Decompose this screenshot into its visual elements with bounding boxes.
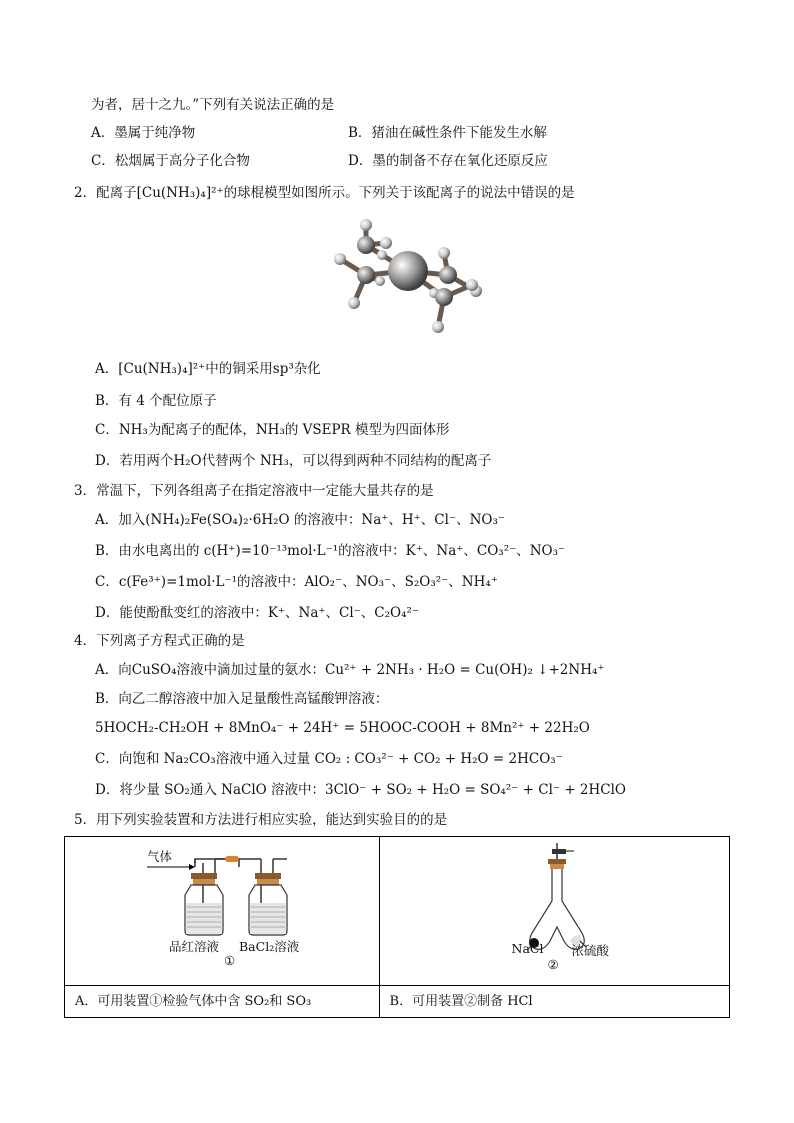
apparatus-table [64,836,730,1018]
concentrated-sulfuric-acid-label: 浓硫酸 [571,943,610,958]
gas-label: 气体 [147,849,173,864]
apparatus-2-cell [379,837,729,986]
q2-option-a-label: A． [95,361,119,377]
apparatus-2-number: ② [547,957,559,972]
q3-option-d: D．能使酚酞变红的溶液中：K⁺、Na⁺、Cl⁻、C₂O₄²⁻ [95,605,420,621]
q2-option-a [95,360,321,378]
apparatus-1-number: ① [224,953,236,968]
q2-number: 2．配离子 [74,185,137,201]
q4-option-d: D．将少量 SO₂通入 NaClO 溶液中：3ClO⁻ + SO₂ + H₂O = SO₄²⁻ + Cl⁻ + 2HClO [95,782,626,798]
q1-option-a: A．墨属于纯净物 [91,125,196,141]
q3-option-c: C．c(Fe³⁺)=1mol·L⁻¹的溶液中：AlO₂⁻、NO₃⁻、S₂O₃²⁻、NH₄⁺ [95,574,498,590]
fuchsin-solution-label: 品红溶液 [169,939,220,954]
q3-option-b: B．由水电离出的 c(H⁺)=10⁻¹³mol·L⁻¹的溶液中：K⁺、Na⁺、CO₃²⁻、NO₃⁻ [95,543,566,559]
q1-stem-continuation: 为者，居十之九。”下列有关说法正确的是 [91,97,335,113]
q4-stem: 4．下列离子方程式正确的是 [74,633,245,649]
bacl2-solution-label: BaCl₂溶液 [239,939,300,954]
q1-option-c: C．松烟属于高分子化合物 [91,153,250,169]
copper-atom [388,251,428,291]
q3-stem: 3．常温下，下列各组离子在指定溶液中一定能大量共存的是 [74,483,434,499]
q2-stem [74,184,575,202]
q1-option-d: D．墨的制备不存在氧化还原反应 [348,153,548,169]
q2-option-b: B．有 4 个配位原子 [95,393,217,409]
q4-option-a: A．向CuSO₄溶液中滴加过量的氨水：Cu²⁺ + 2NH₃ · H₂O = Cu(OH)₂ ↓+2NH₄⁺ [95,662,605,678]
q5-stem: 5．用下列实验装置和方法进行相应实验，能达到实验目的的是 [74,812,448,828]
apparatus-1-cell [65,837,380,986]
q2-option-a-tail: 中的铜采用sp³杂化 [205,361,321,377]
q4-option-b-equation: 5HOCH₂-CH₂OH + 8MnO₄⁻ + 24H⁺ = 5HOOC-COOH + 8Mn²⁺ + 22H₂O [95,720,590,736]
nacl-label: NaCl [511,941,544,956]
q1-option-b: B．猪油在碱性条件下能发生水解 [348,125,547,141]
q3-option-a: A．加入(NH₄)₂Fe(SO₄)₂·6H₂O 的溶液中：Na⁺、H⁺、Cl⁻、NO₃⁻ [95,512,505,528]
q4-option-c: C．向饱和 Na₂CO₃溶液中通入过量 CO₂ : CO₃²⁻ + CO₂ + H₂O = 2HCO₃⁻ [95,751,563,767]
q4-option-b: B．向乙二醇溶液中加入足量酸性高锰酸钾溶液： [95,691,389,707]
q5-option-b: B．可用装置②制备 HCl [379,986,729,1018]
q2-option-d: D．若用两个H₂O代替两个 NH₃，可以得到两种不同结构的配离子 [95,453,492,469]
q2-option-c: C．NH₃为配离子的配体，NH₃的 VSEPR 模型为四面体形 [95,422,450,438]
q2-formula: [Cu(NH₃)₄]²⁺ [136,185,224,201]
ball-stick-model-figure [326,215,490,343]
q2-option-a-formula: [Cu(NH₃)₄]²⁺ [118,361,206,377]
q2-stem-tail: 的球棍模型如图所示。下列关于该配离子的说法中错误的是 [223,185,575,201]
apparatus-1-figure [65,837,379,985]
q5-option-a: A．可用装置①检验气体中含 SO₂和 SO₃ [65,986,380,1018]
